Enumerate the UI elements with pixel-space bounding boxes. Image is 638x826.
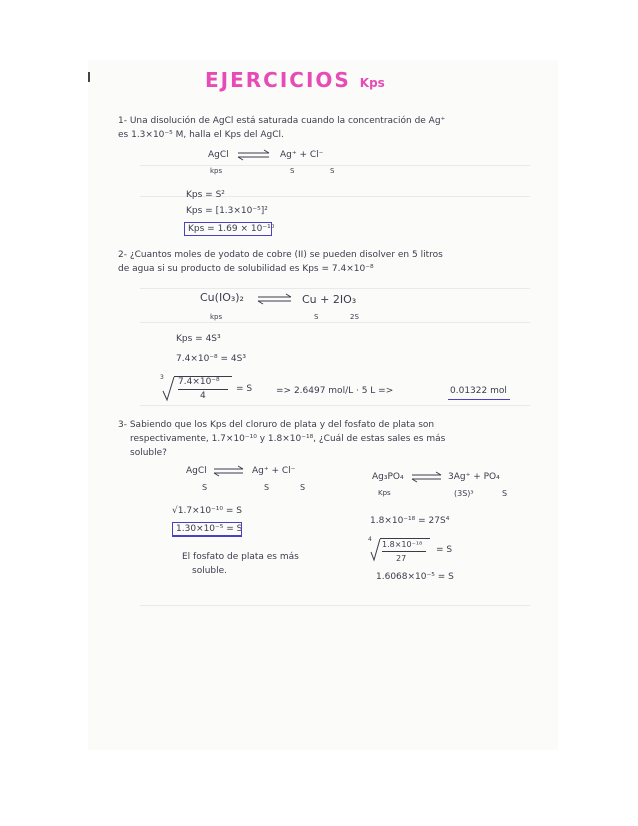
ex3-b-root-eq: = S <box>436 545 453 555</box>
ex3-b-root-numerator: 1.8×10⁻¹⁸ <box>382 540 423 549</box>
ruled-line <box>140 288 530 289</box>
ex2-root-numerator: 7.4×10⁻⁸ <box>178 377 220 387</box>
ex2-kps-label: kps <box>210 313 223 321</box>
ex2-statement-line2: de agua si su producto de solubilidad es Kps = 7.4×10⁻⁸ <box>118 264 374 274</box>
title-main: EJERCICIOS <box>205 68 351 92</box>
ex3-statement-line2: respectivamente, 1.7×10⁻¹⁰ y 1.8×10⁻¹⁸, ¿Cuál de estas sales es más <box>130 434 446 444</box>
ex1-kps-label: kps <box>210 167 223 175</box>
ex2-root-denominator: 4 <box>200 391 206 401</box>
ex2-step2: 7.4×10⁻⁸ = 4S³ <box>176 354 246 364</box>
ex3-a-answer: 1.30×10⁻⁵ = S <box>176 524 243 534</box>
title-sub: Kps <box>359 76 385 90</box>
ex2-s1: S <box>314 313 319 321</box>
ex3-b-s1: (3S)³ <box>454 489 474 498</box>
ex2-result: => 2.6497 mol/L · 5 L => <box>276 386 394 396</box>
ex3-b-answer: 1.6068×10⁻⁵ = S <box>376 572 454 582</box>
ruled-line <box>140 322 530 323</box>
ex2-statement-line1: 2- ¿Cuantos moles de yodato de cobre (II) se pueden disolver en 5 litros <box>118 250 443 260</box>
ex2-root-eq: = S <box>236 384 253 394</box>
ex3-statement-line1: 3- Sabiendo que los Kps del cloruro de plata y del fosfato de plata son <box>118 420 435 430</box>
ex2-eq-right: Cu + 2IO₃ <box>302 293 357 306</box>
equilibrium-arrow-icon <box>256 292 294 306</box>
ex3-conclusion-line1: El fosfato de plata es más <box>182 552 299 562</box>
ex1-s2: S <box>330 167 335 175</box>
ex3-a-root: √1.7×10⁻¹⁰ = S <box>172 506 242 516</box>
ex1-eq-right: Ag⁺ + Cl⁻ <box>280 150 324 160</box>
ex3-b-root-index: 4 <box>368 536 372 543</box>
radical-sign-icon <box>370 538 382 562</box>
page-title <box>205 68 385 92</box>
ex1-step1: Kps = S² <box>186 190 225 200</box>
ex1-statement-line2: es 1.3×10⁻⁵ M, halla el Kps del AgCl. <box>118 130 284 140</box>
equilibrium-arrow-icon <box>236 148 272 162</box>
ex1-statement-line1: 1- Una disolución de AgCl está saturada cuando la concentración de Ag⁺ <box>118 116 446 126</box>
ex3-a-answer-box <box>172 522 242 537</box>
ex3-b-eq-right: 3Ag⁺ + PO₄ <box>448 472 500 482</box>
ex2-s2: 2S <box>350 313 359 321</box>
ex3-b-s2: S <box>502 489 508 498</box>
ex3-a-eq-left: AgCl <box>186 466 207 476</box>
ruled-line <box>140 605 530 606</box>
ex3-conclusion-line2: soluble. <box>192 566 228 576</box>
ex3-b-root-denominator: 27 <box>396 554 407 563</box>
ex3-a-s2: S <box>300 483 306 492</box>
ex2-root-index: 3 <box>160 374 164 381</box>
ruled-line <box>140 165 530 166</box>
ex2-step1: Kps = 4S³ <box>176 334 221 344</box>
ex1-answer: Kps = 1.69 × 10⁻¹⁰ <box>188 224 275 234</box>
margin-mark <box>88 72 90 82</box>
ruled-line <box>140 405 530 406</box>
ex1-step2: Kps = [1.3×10⁻⁵]² <box>186 206 268 216</box>
radical-sign-icon <box>162 376 176 402</box>
ex3-b-kps-label: Kps <box>378 489 391 497</box>
ex2-answer: 0.01322 mol <box>450 386 507 396</box>
ex1-eq-left: AgCl <box>208 150 229 160</box>
ex3-statement-line3: soluble? <box>130 448 167 458</box>
ex1-s1: S <box>290 167 295 175</box>
ex3-a-s1: S <box>264 483 270 492</box>
ex3-a-eq-right: Ag⁺ + Cl⁻ <box>252 466 296 476</box>
ex2-fraction-bar <box>178 389 228 390</box>
equilibrium-arrow-icon <box>410 470 444 484</box>
ex3-b-eq-left: Ag₃PO₄ <box>372 472 404 482</box>
equilibrium-arrow-icon <box>212 464 246 478</box>
ex2-eq-left: Cu(IO₃)₂ <box>200 291 244 304</box>
ex3-a-s0: S <box>202 483 208 492</box>
ex3-b-fraction-bar <box>382 551 426 552</box>
ex1-answer-box <box>184 222 275 236</box>
ex2-answer-underline <box>448 399 510 400</box>
ex3-b-step1: 1.8×10⁻¹⁸ = 27S⁴ <box>370 516 450 526</box>
